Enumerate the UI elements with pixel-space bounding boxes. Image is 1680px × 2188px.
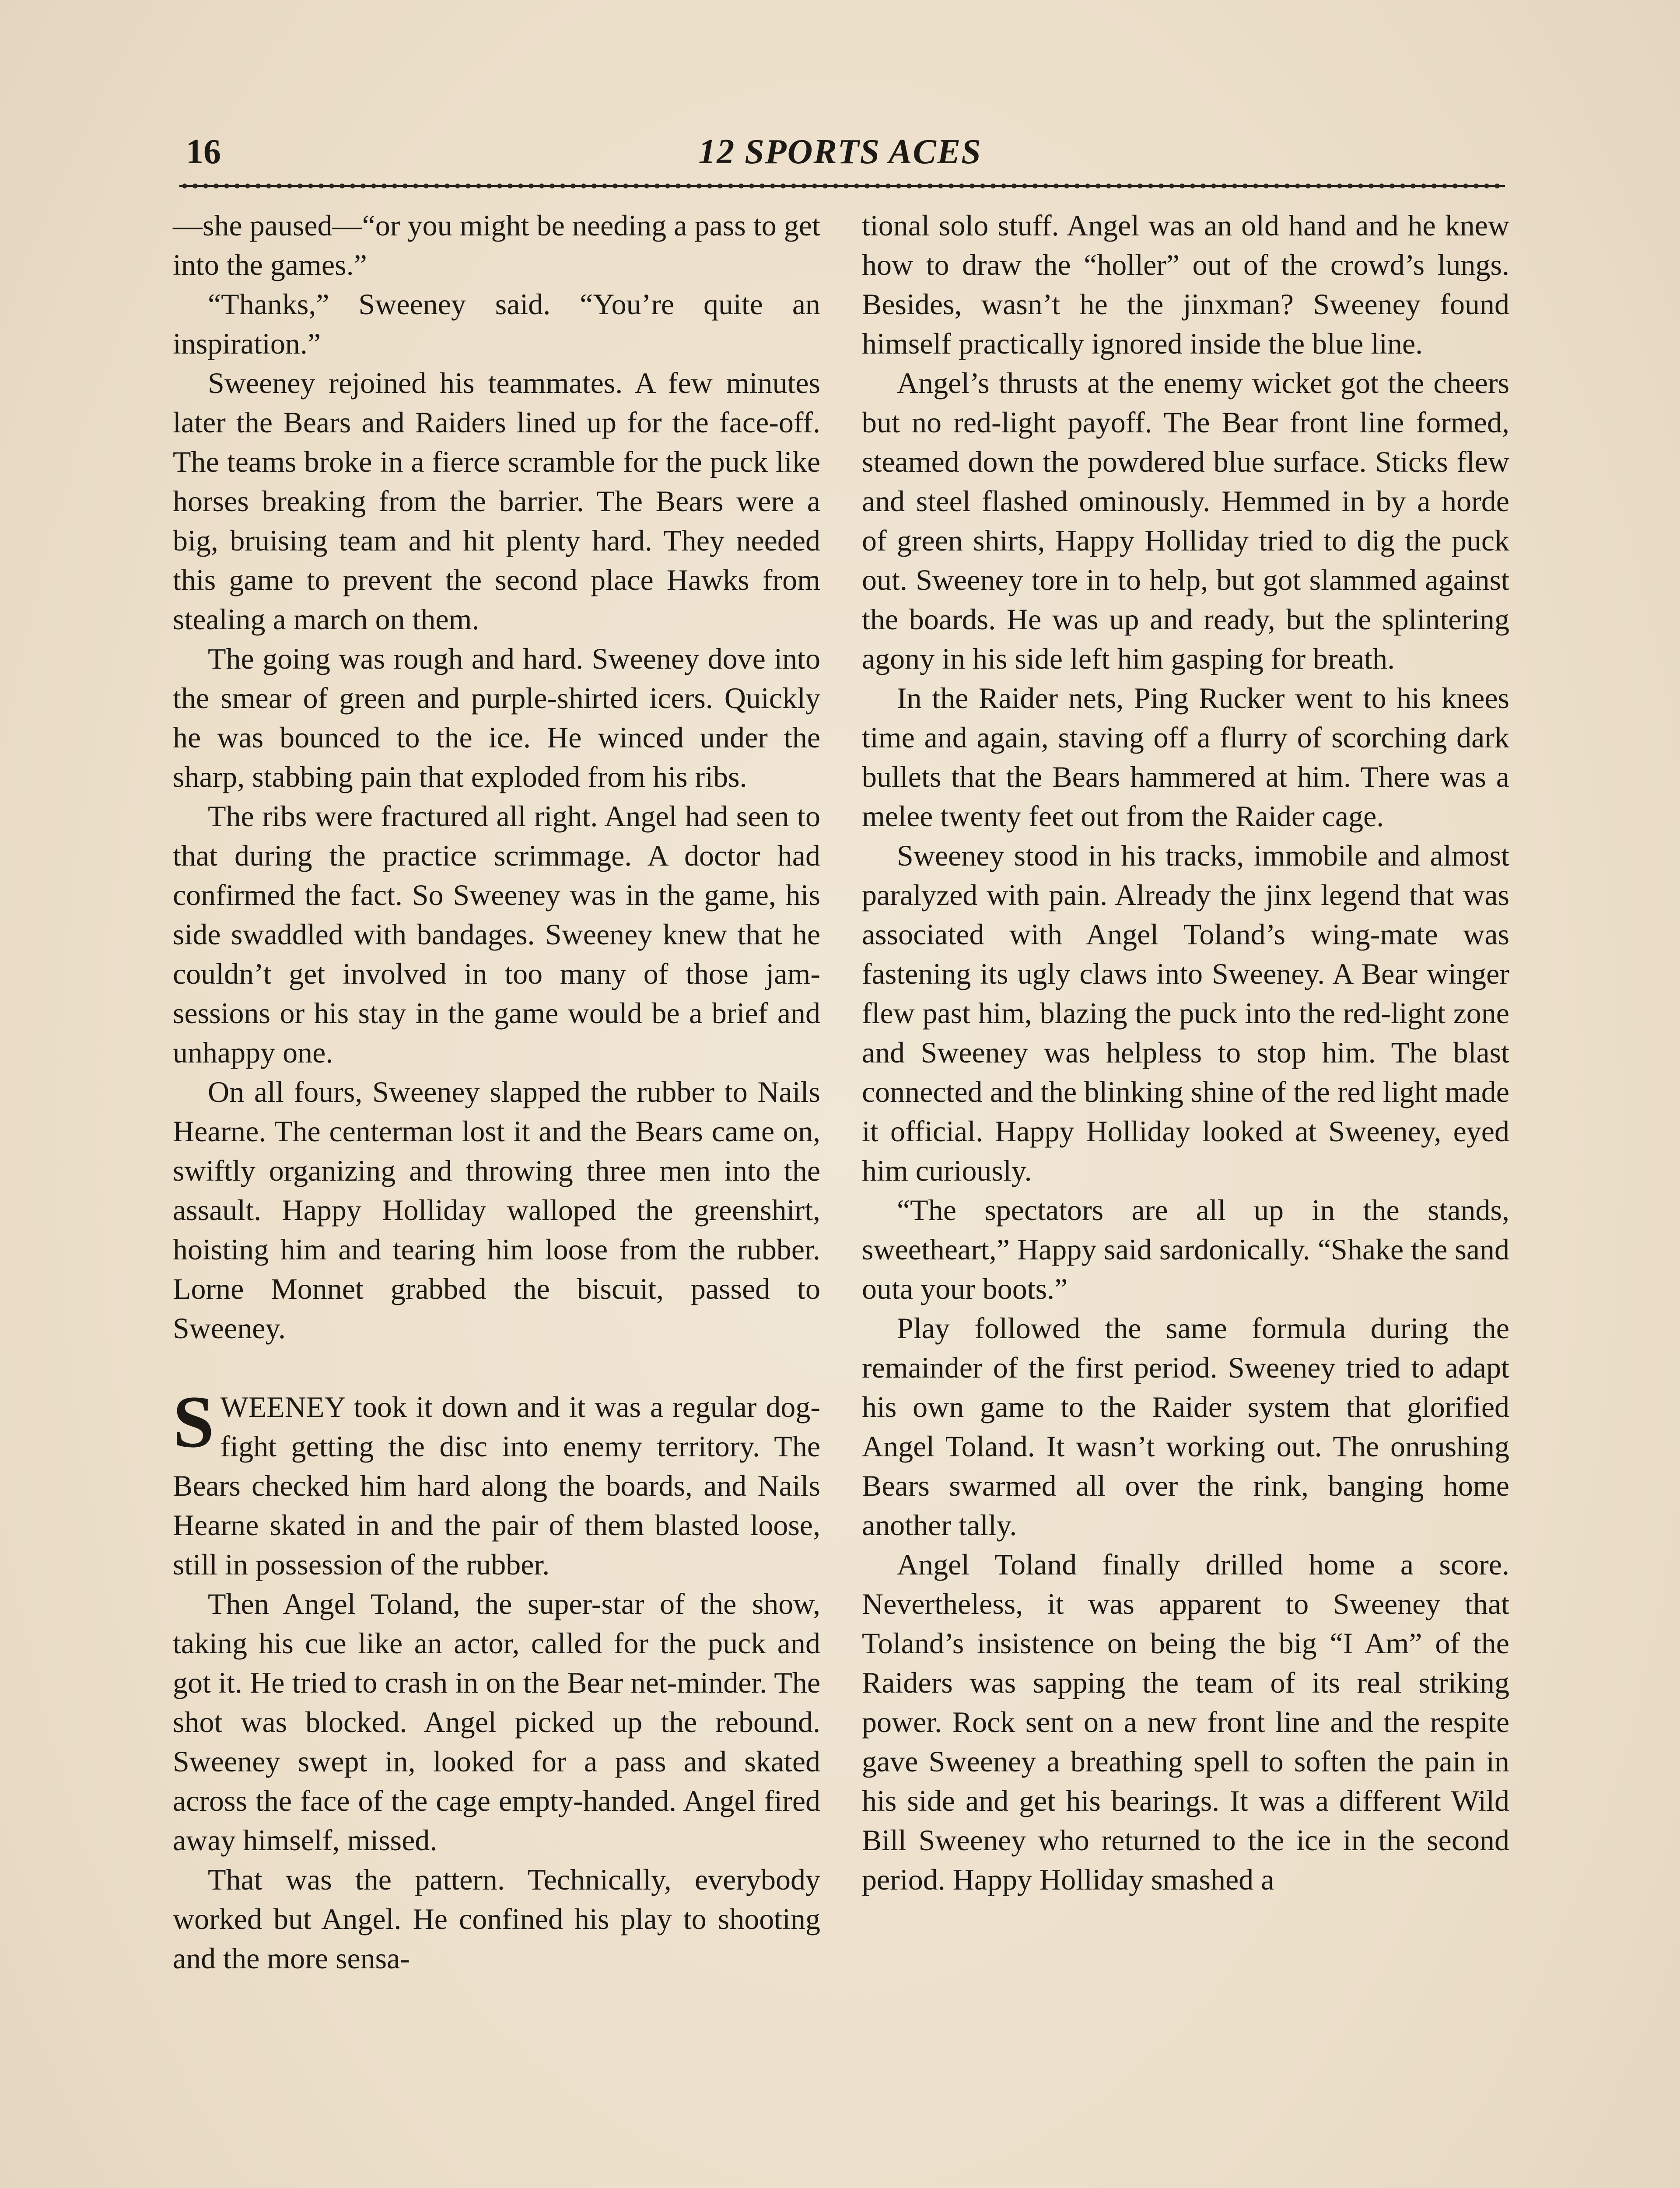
paragraph: On all fours, Sweeney slapped the rubber to Nails Hearne. The centerman lost it and the Bears came on, swiftly organizing and throwing three men into the assault. Happy Holliday walloped the greenshirt, hoisting him and tearing him loose from the rubber. Lorne Monnet grabbed the biscuit, passed to Sweeney.	[173, 1075, 820, 1345]
paragraph: “The spectators are all up in the stands, sweetheart,” Happy said sardonically. “Shake the sand outa your boots.”	[862, 1193, 1509, 1305]
header-divider	[179, 180, 1505, 192]
paragraph: Play followed the same formula during the remainder of the first period. Sweeney tried to adapt his own game to the Raider system that glorified Angel Toland. It wasn’t working out. The onrushing Bears swarmed all over the rink, banging home another tally.	[862, 1311, 1509, 1542]
paragraph: —she paused—“or you might be needing a pass to get into the games.”	[173, 209, 820, 281]
paragraph: Then Angel Toland, the super-star of the show, taking his cue like an actor, called for the puck and got it. He tried to crash in on the Bear net-minder. The shot was blocked. Angel picked up the rebound. Sweeney swept in, looked for a pass and skated across the face of the cage empty-handed. Angel fired away himself, missed.	[173, 1587, 820, 1857]
paragraph-text: WEENEY took it down and it was a regular dog-fight getting the disc into enemy territory. The Bears checked him hard along the boards, and Nails Hearne skated in and the pair of them blasted loose, still in possession of the rubber.	[173, 1390, 820, 1581]
paragraph: “Thanks,” Sweeney said. “You’re quite an inspiration.”	[173, 288, 820, 360]
paragraph: That was the pattern. Technically, everybody worked but Angel. He confined his play to shooting and the more sensa-	[173, 1863, 820, 1975]
paragraph: tional solo stuff. Angel was an old hand and he knew how to draw the “holler” out of the crowd’s lungs. Besides, wasn’t he the jinxman? Sweeney found himself practically ignored inside the blue line.	[862, 209, 1509, 360]
paragraph: Sweeney stood in his tracks, immobile and almost paralyzed with pain. Already the jinx legend that was associated with Angel Toland’s wing-mate was fastening its ugly claws into Sweeney. A Bear winger flew past him, blazing the puck into the red-light zone and Sweeney was helpless to stop him. The blast connected and the blinking shine of the red light made it official. Happy Holliday looked at Sweeney, eyed him curiously.	[862, 839, 1509, 1187]
paragraph: In the Raider nets, Ping Rucker went to his knees time and again, staving off a flurry of scorching dark bullets that the Bears hammered at him. There was a melee twenty feet out from the Raider cage.	[862, 681, 1509, 833]
paragraph: Angel’s thrusts at the enemy wicket got the cheers but no red-light payoff. The Bear front line formed, steamed down the powdered blue surface. Sticks flew and steel flashed ominously. Hemmed in by a horde of green shirts, Happy Holliday tried to dig the puck out. Sweeney tore in to help, but got slammed against the boards. He was up and ready, but the splintering agony in his side left him gasping for breath.	[862, 366, 1509, 675]
paragraph: Sweeney rejoined his teammates. A few minutes later the Bears and Raiders lined up for the face-off. The teams broke in a fierce scramble for the puck like horses breaking from the barrier. The Bears were a big, bruising team and hit plenty hard. They needed this game to prevent the second place Hawks from stealing a march on them.	[173, 366, 820, 636]
paragraph: The going was rough and hard. Sweeney dove into the smear of green and purple-shirted icers. Quickly he was bounced to the ice. He winced under the sharp, stabbing pain that exploded from his ribs.	[173, 642, 820, 793]
right-column	[862, 206, 1509, 1899]
section-start-paragraph	[173, 1381, 820, 1584]
magazine-title: 12 SPORTS ACES	[698, 133, 982, 171]
paragraph: The ribs were fractured all right. Angel had seen to that during the practice scrimmage. A doctor had confirmed the fact. So Sweeney was in the game, his side swaddled with bandages. Sweeney knew that he couldn’t get involved in too many of those jam-sessions or his stay in the game would be a brief and unhappy one.	[173, 799, 820, 1069]
page-header	[173, 128, 1507, 180]
left-column	[173, 206, 820, 1978]
drop-cap: S	[173, 1381, 214, 1463]
page-number: 16	[186, 133, 221, 171]
paragraph: Angel Toland finally drilled home a score. Nevertheless, it was apparent to Sweeney that Toland’s insistence on being the big “I Am” of the Raiders was sapping the team of its real striking power. Rock sent on a new front line and the respite gave Sweeney a breathing spell to soften the pain in his side and get his bearings. It was a different Wild Bill Sweeney who returned to the ice in the second period. Happy Holliday smashed a	[862, 1548, 1509, 1896]
